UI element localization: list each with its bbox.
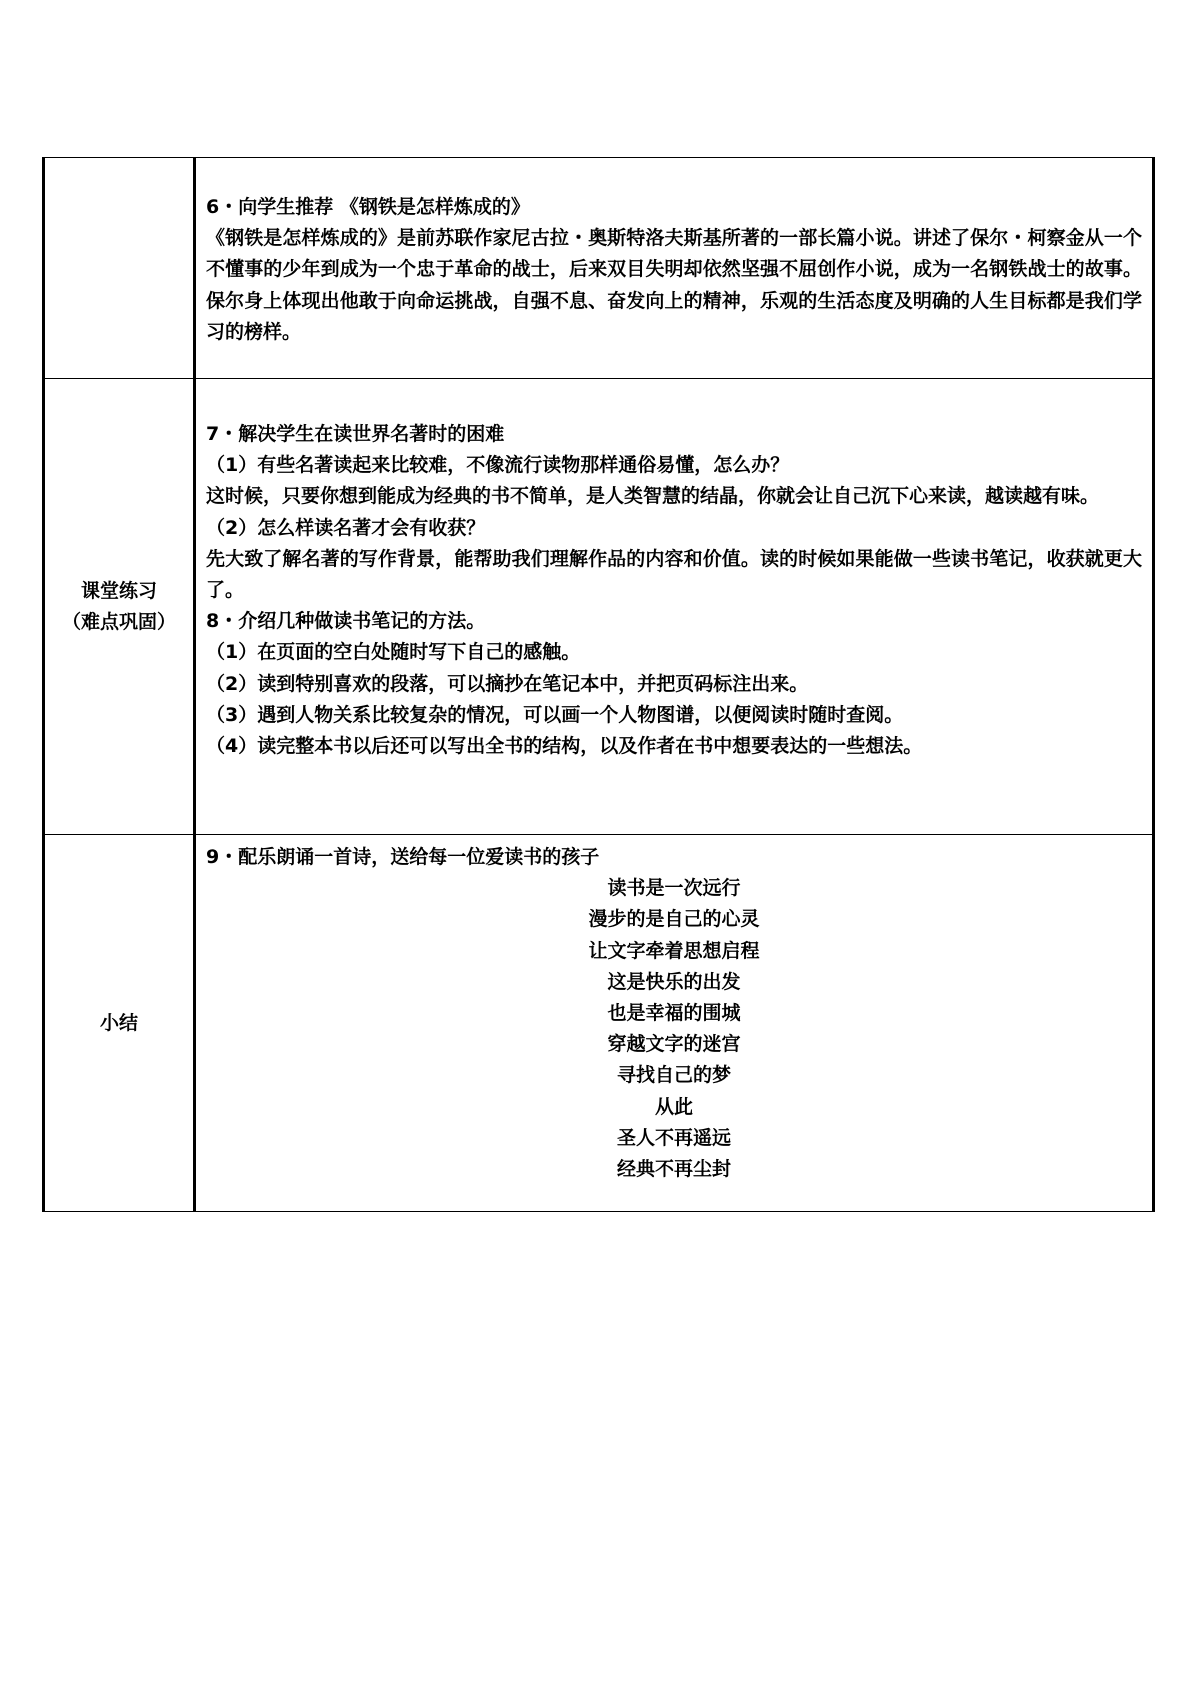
content-cell-practice: [195, 379, 1154, 835]
section-heading-8: 8・介绍几种做读书笔记的方法。: [206, 610, 486, 633]
poem-line: 让文字牵着思想启程: [588, 939, 760, 962]
poem-line: 穿越文字的迷宫: [607, 1033, 741, 1056]
question-1: （1）有些名著读起来比较难，不像流行读物那样通俗易懂，怎么办？: [206, 454, 790, 477]
row-label-practice: [44, 379, 195, 835]
book-introduction-paragraph: 《钢铁是怎样炼成的》是前苏联作家尼古拉・奥斯特洛夫斯基所著的一部长篇小说。讲述了保尔・柯察金从一个不懂事的少年到成为一个忠于革命的战士，后来双目失明却依然坚强不屈创作小说，成为一名钢铁战士的故事。保尔身上体现出他敢于向命运挑战，自强不息、奋发向上的精神，乐观的生活态度及明确的人生目标都是我们学习的榜样。: [206, 227, 1142, 343]
question-2: （2）怎么样读名著才会有收获？: [206, 516, 486, 539]
label-practice-line2: （难点巩固）: [61, 610, 176, 633]
table-row-summary: [44, 835, 1154, 1212]
poem-line: 漫步的是自己的心灵: [588, 908, 760, 931]
answer-2: 先大致了解名著的写作背景，能帮助我们理解作品的内容和价值。读的时候如果能做一些读书笔记，收获就更大了。: [206, 547, 1142, 602]
poem-line: 这是快乐的出发: [607, 970, 741, 993]
section-heading-9: 9・配乐朗诵一首诗，送给每一位爱读书的孩子: [206, 846, 600, 868]
poem-line: 经典不再尘封: [616, 1158, 731, 1181]
row-label-empty: [44, 158, 195, 379]
method-item: （1）在页面的空白处随时写下自己的感触。: [206, 641, 581, 664]
section-heading-6: 6・向学生推荐 《钢铁是怎样炼成的》: [206, 196, 530, 218]
poem-line: 读书是一次远行: [607, 877, 741, 900]
content-cell-recommendation: [195, 158, 1154, 379]
label-practice-line1: 课堂练习: [80, 579, 157, 602]
row-label-summary: 小结: [44, 835, 195, 1212]
method-item: （3）遇到人物关系比较复杂的情况，可以画一个人物图谱，以便阅读时随时查阅。: [206, 703, 904, 726]
poem-line: 圣人不再遥远: [616, 1126, 731, 1149]
poem-line: 寻找自己的梦: [616, 1064, 731, 1087]
content-cell-summary: [195, 835, 1154, 1212]
table-row-recommendation: [44, 158, 1154, 379]
poem-line: 从此: [654, 1095, 693, 1118]
method-item: （2）读到特别喜欢的段落，可以摘抄在笔记本中，并把页码标注出来。: [206, 672, 809, 695]
section-heading-7: 7・解决学生在读世界名著时的困难: [206, 423, 505, 445]
table-row-practice: [44, 379, 1154, 835]
lesson-plan-table: [42, 157, 1155, 1212]
method-item: （4）读完整本书以后还可以写出全书的结构，以及作者在书中想要表达的一些想法。: [206, 735, 923, 758]
poem-line: 也是幸福的围城: [607, 1002, 741, 1025]
answer-1: 这时候，只要你想到能成为经典的书不简单，是人类智慧的结晶，你就会让自己沉下心来读，越读越有味。: [206, 485, 1100, 508]
